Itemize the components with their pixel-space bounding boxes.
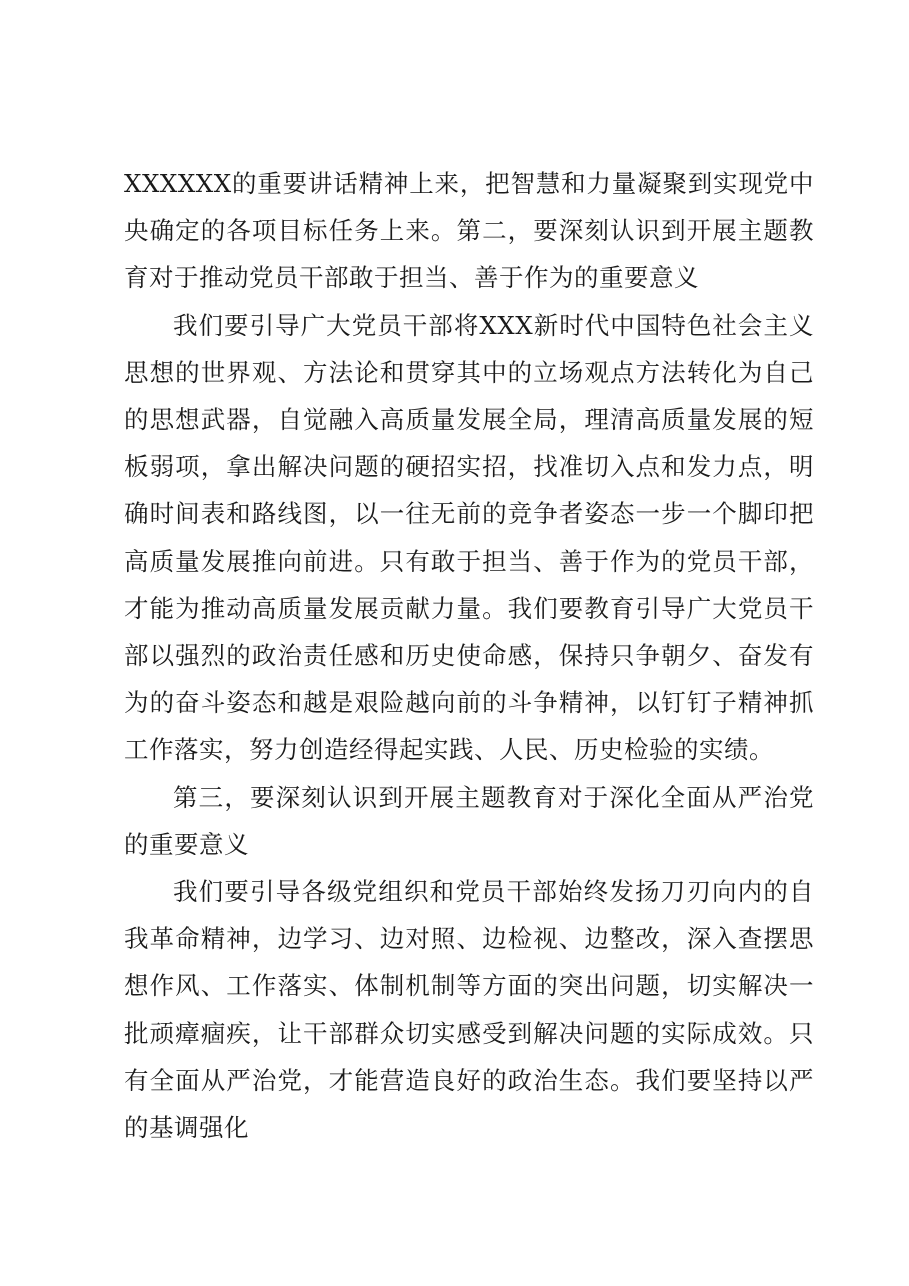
paragraph-2: 我们要引导广大党员干部将XXX新时代中国特色社会主义思想的世界观、方法论和贯穿其中的立场观点方法转化为自己的思想武器，自觉融入高质量发展全局，理清高质量发展的短板弱项，拿出解决问题的硬招实招，找准切入点和发力点，明确时间表和路线图，以一往无前的竞争者姿态一步一个脚印把高质量发展推向前进。只有敢于担当、善于作为的党员干部，才能为推动高质量发展贡献力量。我们要教育引导广大党员干部以强烈的政治责任感和历史使命感，保持只争朝夕、奋发有为的奋斗姿态和越是艰险越向前的斗争精神，以钉钉子精神抓工作落实，努力创造经得起实践、人民、历史检验的实绩。	[124, 310, 814, 765]
paragraph-3-heading: 第三，要深刻认识到开展主题教育对于深化全面从严治党的重要意义	[124, 782, 814, 859]
paragraph-4: 我们要引导各级党组织和党员干部始终发扬刀刃向内的自我革命精神，边学习、边对照、边检视、边整改，深入查摆思想作风、工作落实、体制机制等方面的突出问题，切实解决一批顽瘴痼疾，让干部群众切实感受到解决问题的实际成效。只有全面从严治党，才能营造良好的政治生态。我们要坚持以严的基调强化	[124, 877, 814, 1143]
paragraph-1: XXXXXX的重要讲话精神上来，把智慧和力量凝聚到实现党中央确定的各项目标任务上来。第二，要深刻认识到开展主题教育对于推动党员干部敢于担当、善于作为的重要意义	[124, 169, 814, 293]
document-body	[124, 160, 814, 1151]
